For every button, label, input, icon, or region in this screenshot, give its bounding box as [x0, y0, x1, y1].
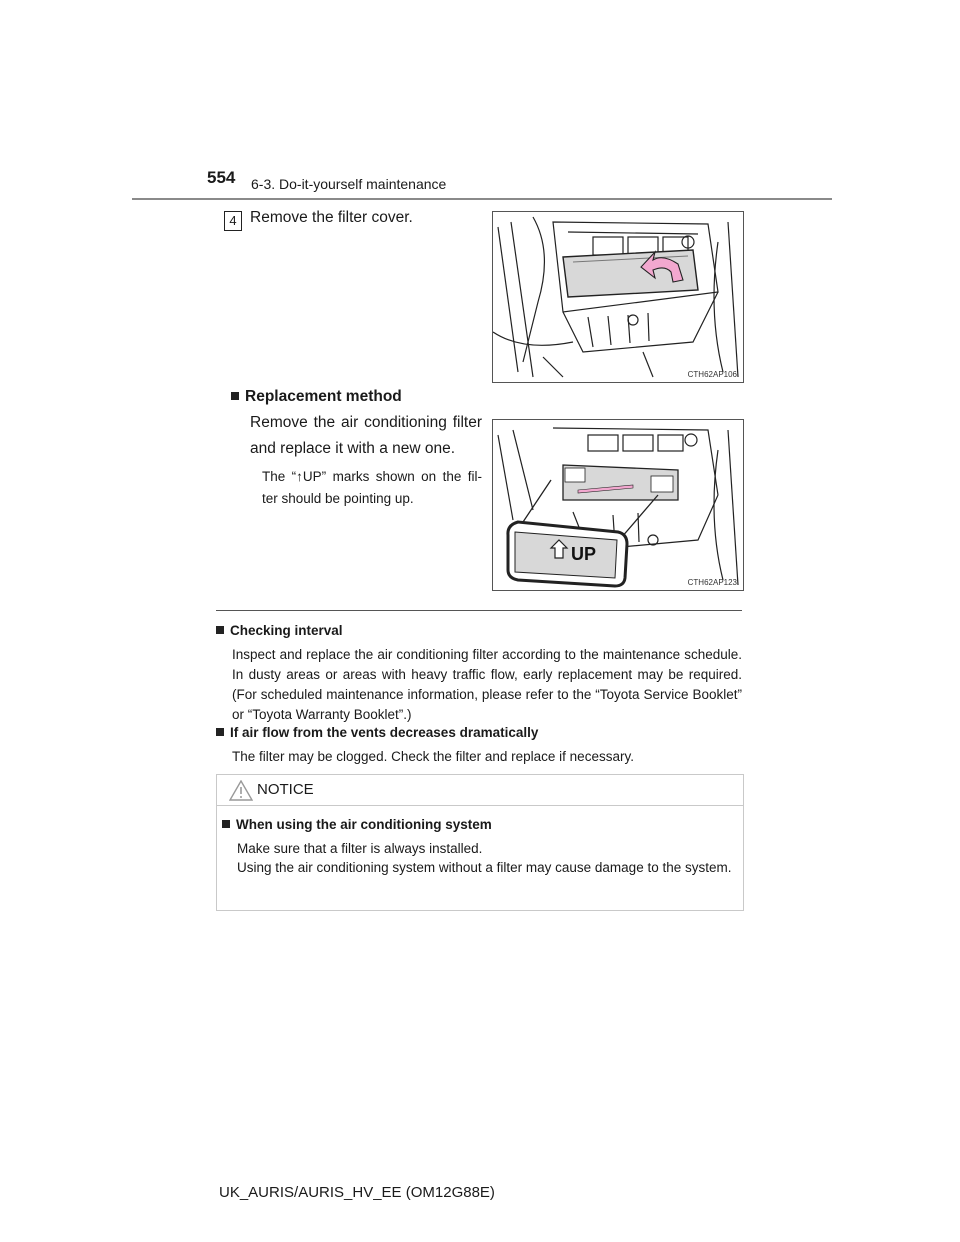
notice-line-2: Using the air conditioning system without a filter may cause damage to the system. — [237, 860, 732, 875]
page-number: 554 — [207, 168, 236, 187]
section-divider — [216, 610, 742, 611]
figure-filter-up-mark — [492, 419, 744, 591]
note-text-air-flow: The filter may be clogged. Check the filter and replace if necessary. — [232, 749, 634, 764]
figure-filter-cover — [492, 211, 744, 383]
warning-triangle-icon — [229, 780, 253, 801]
header-rule — [132, 198, 832, 200]
notice-header — [217, 775, 743, 806]
figure-code: CTH62AP106 — [687, 370, 737, 379]
up-label: UP — [571, 544, 597, 564]
notice-text — [237, 839, 732, 877]
notice-box — [216, 774, 744, 911]
notice-label: NOTICE — [257, 781, 314, 798]
figure-code: CTH62AP123 — [687, 578, 737, 587]
replacement-note: The “↑UP” marks shown on the fil- ter should be pointing up. — [262, 469, 482, 506]
footer-model-code: UK_AURIS/AURIS_HV_EE (OM12G88E) — [219, 1184, 495, 1201]
filter-cover-illustration — [493, 212, 743, 382]
step-number-badge: 4 — [224, 211, 242, 231]
bullet-square-icon — [216, 626, 224, 634]
replacement-instruction: Remove the air conditioning filter and replace it with a new one. — [250, 414, 482, 457]
bullet-square-icon — [222, 820, 230, 828]
section-title: 6-3. Do-it-yourself maintenance — [251, 176, 447, 192]
notice-item-heading: When using the air conditioning system — [222, 817, 492, 832]
note-heading-air-flow: If air flow from the vents decreases dramatically — [216, 725, 538, 740]
notice-line-1: Make sure that a filter is always installed. — [237, 841, 483, 856]
note-heading-checking-interval: Checking interval — [216, 623, 343, 638]
replacement-heading: Replacement method — [231, 388, 402, 406]
bullet-square-icon — [231, 392, 239, 400]
step-instruction: Remove the filter cover. — [250, 209, 413, 226]
bullet-square-icon — [216, 728, 224, 736]
filter-up-illustration — [493, 420, 743, 590]
note-text-checking-interval: Inspect and replace the air conditioning filter according to the maintenance schedule. In dusty areas or areas with heavy traffic flow, early replacement may be required. (For scheduled maintenance information, please refer to the “Toyota Service Booklet” or “Toyota Warranty Booklet”.) — [232, 647, 742, 722]
